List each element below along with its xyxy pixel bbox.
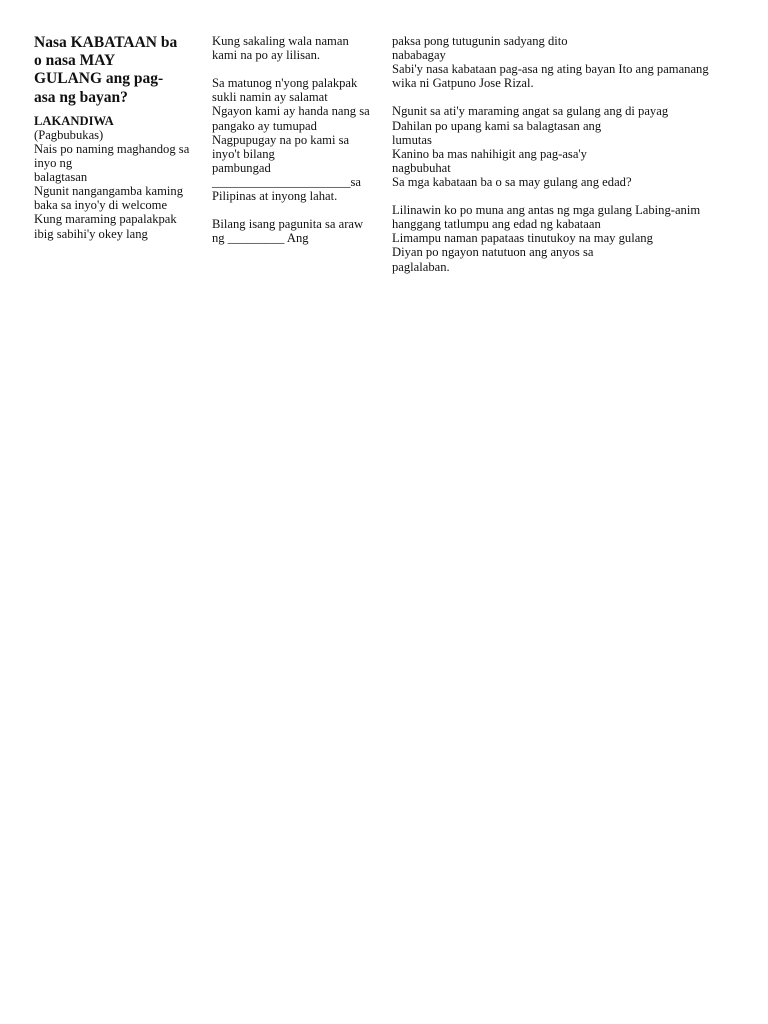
text-line: Dahilan po upang kami sa balagtasan ang xyxy=(392,118,602,133)
text-line: Limampu naman papataas tinutukoy na may gulang xyxy=(392,231,653,246)
stanza xyxy=(212,34,372,62)
text-line: (Pagbubukas) xyxy=(34,127,104,142)
text-line: Lilinawin ko po muna ang antas ng mga gulang Labing-anim hanggang tatlumpu ang edad ng kabataan xyxy=(392,203,704,232)
text-line: nagbubuhat xyxy=(392,160,451,175)
column-1 xyxy=(34,34,199,241)
text-line: Sa mga kabataan ba o sa may gulang ang edad? xyxy=(392,174,632,189)
text-line: Sabi'y nasa kabataan pag-asa ng ating bayan Ito ang pamanang wika ni Gatpuno Jose Rizal. xyxy=(392,62,712,91)
text-line: Diyan po ngayon natutuon ang anyos sa xyxy=(392,245,594,260)
text-line: paksa pong tutugunin sadyang dito xyxy=(392,34,568,48)
column-2 xyxy=(212,34,372,245)
stanza xyxy=(392,203,712,273)
text-line: Kung sakaling wala naman kami na po ay lilisan. xyxy=(212,34,352,63)
text-line: Ngayon kami ay handa nang sa pangako ay tumupad xyxy=(212,104,373,133)
text-line: Sa matunog n'yong palakpak sukli namin ay salamat xyxy=(212,76,361,105)
text-line: Bilang isang pagunita sa araw ng _________ Ang xyxy=(212,217,367,246)
text-line: pambungad xyxy=(212,160,271,175)
text-line: Ngunit sa ati'y maraming angat sa gulang ang di payag xyxy=(392,104,669,119)
text-line: Nais po naming maghandog sa inyo ng xyxy=(34,142,193,171)
text-line: Kanino ba mas nahihigit ang pag-asa'y xyxy=(392,146,587,161)
stanza xyxy=(212,217,372,245)
text-line: balagtasan xyxy=(34,170,88,185)
stanza xyxy=(392,104,712,189)
text-line: nababagay xyxy=(392,48,446,63)
text-line: ______________________sa Pilipinas at inyong lahat. xyxy=(212,174,365,204)
speaker-name: LAKANDIWA xyxy=(34,113,114,128)
stanza xyxy=(212,76,372,203)
text-line: paglalaban. xyxy=(392,259,450,274)
text-line: Nagpupugay na po kami sa inyo't bilang xyxy=(212,132,353,161)
text-line: lumutas xyxy=(392,132,432,147)
stanza xyxy=(392,34,712,90)
column-3 xyxy=(392,34,712,274)
text-line: Ngunit nangangamba kaming baka sa inyo'y di welcome xyxy=(34,184,187,213)
document-title: Nasa KABATAAN ba o nasa MAY GULANG ang pag-asa ng bayan? xyxy=(34,34,178,106)
text-line: Kung maraming papalakpak ibig sabihi'y okey lang xyxy=(34,212,180,241)
